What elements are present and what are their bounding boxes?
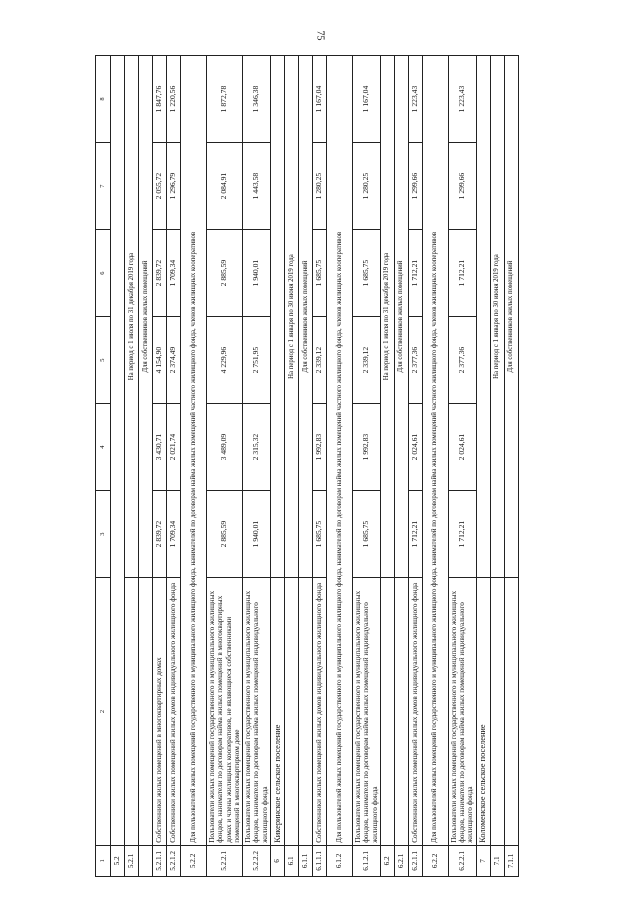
column-header: 1	[96, 845, 111, 876]
cell-value: 2 377,36	[408, 317, 422, 404]
cell-value: 1 992,83	[352, 404, 380, 491]
cell-value: 1 299,66	[408, 143, 422, 230]
tariff-table	[95, 55, 519, 877]
empty-cell	[476, 56, 490, 578]
row-label: Пользователи жилых помещений государственного и муниципального жилищных фондов, наниматели по договорам найма жилых помещений индивидуального жилищного фонда	[243, 578, 271, 846]
cell-value: 1 940,01	[243, 491, 271, 578]
row-code: 6.2.1.1	[408, 845, 422, 876]
cell-value: 1 712,21	[408, 230, 422, 317]
row-label: Собственники жилых помещений жилых домов индивидуального жилищного фонда	[312, 578, 326, 846]
empty-cell	[394, 578, 408, 846]
section-row	[139, 56, 153, 877]
row-code: 7.1	[490, 845, 504, 876]
cell-value: 1 709,34	[167, 491, 181, 578]
cell-value: 2 084,91	[207, 143, 243, 230]
column-header: 4	[96, 404, 111, 491]
row-code: 6.2.2	[422, 845, 448, 876]
cell-value: 1 346,38	[243, 56, 271, 143]
column-header: 2	[96, 578, 111, 846]
row-code: 6.1.1.1	[312, 845, 326, 876]
table-row	[153, 56, 167, 877]
settlement-title: Кикеринское сельское поселение	[270, 578, 284, 846]
table-row	[312, 56, 326, 877]
row-label: Пользователи жилых помещений государственного и муниципального жилищных фондов, наниматели по договорам найма жилых помещений в многоквартирных домах и члены жилищных кооперативов, не являющиеся собственниками помещений в многоквартирном доме	[207, 578, 243, 846]
page-number: 75	[314, 30, 326, 41]
cell-value: 4 229,96	[207, 317, 243, 404]
cell-value: 2 024,61	[408, 404, 422, 491]
cell-value: 1 280,25	[352, 143, 380, 230]
row-code: 5.2.2.2	[243, 845, 271, 876]
row-code: 6	[270, 845, 284, 876]
table-row	[352, 56, 380, 877]
category-heading: Для собственников жилых помещений	[394, 56, 408, 578]
cell-value: 2 839,72	[153, 491, 167, 578]
cell-value: 1 872,78	[207, 56, 243, 143]
row-code: 6.1.2.1	[352, 845, 380, 876]
cell-value: 1 685,75	[352, 230, 380, 317]
row-code: 7	[476, 845, 490, 876]
row-label: Собственники жилых помещений жилых домов индивидуального жилищного фонда	[408, 578, 422, 846]
cell-value: 1 847,76	[153, 56, 167, 143]
category-row-text: Для пользователей жилых помещений государственного и муниципального жилищного фонда, нанимателей по договорам найма жилых помещений частного жилищного фонда, членов жилищных кооперативов	[326, 56, 352, 846]
row-label: Пользователи жилых помещений государственного и муниципального жилищных фондов, наниматели по договорам найма жилых помещений индивидуального жилищного фонда	[352, 578, 380, 846]
table-row	[243, 56, 271, 877]
cell-value: 1 712,21	[448, 230, 476, 317]
row-label: Собственники жилых помещений в многоквартирных домах	[153, 578, 167, 846]
cell-value: 3 430,71	[153, 404, 167, 491]
section-row	[476, 56, 490, 877]
section-row	[298, 56, 312, 877]
category-row-text: Для пользователей жилых помещений государственного и муниципального жилищного фонда, нанимателей по договорам найма жилых помещений частного жилищного фонда, членов жилищных кооперативов	[181, 56, 207, 846]
row-code: 6.1.1	[298, 845, 312, 876]
empty-cell	[111, 56, 125, 846]
row-code: 6.1.2	[326, 845, 352, 876]
row-label: Собственники жилых помещений жилых домов индивидуального жилищного фонда	[167, 578, 181, 846]
row-code: 6.2.1	[394, 845, 408, 876]
empty-cell	[298, 578, 312, 846]
cell-value: 1 223,43	[448, 56, 476, 143]
row-code: 7.1.1	[504, 845, 518, 876]
period-heading: На период с 1 июля по 31 декабря 2019 года	[380, 56, 394, 578]
header-row	[96, 56, 111, 877]
column-header: 8	[96, 56, 111, 143]
section-row	[326, 56, 352, 877]
period-heading: На период с 1 января по 30 июня 2019 года	[284, 56, 298, 578]
period-heading: На период с 1 июля по 31 декабря 2019 года	[125, 56, 139, 578]
empty-cell	[380, 578, 394, 846]
category-heading: Для собственников жилых помещений	[298, 56, 312, 578]
empty-cell	[125, 578, 139, 846]
row-code: 5.2.1	[125, 845, 139, 876]
cell-value: 2 339,12	[352, 317, 380, 404]
period-heading: На период с 1 января по 30 июня 2019 года	[490, 56, 504, 578]
cell-value: 1 167,04	[312, 56, 326, 143]
category-row-text: Для пользователей жилых помещений государственного и муниципального жилищного фонда, нанимателей по договорам найма жилых помещений частного жилищного фонда, членов жилищных кооперативов	[422, 56, 448, 846]
cell-value: 1 940,01	[243, 230, 271, 317]
cell-value: 1 223,43	[408, 56, 422, 143]
row-code	[139, 845, 153, 876]
row-label: Пользователи жилых помещений государственного и муниципального жилищных фондов, наниматели по договорам найма жилых помещений индивидуального жилищного фонда	[448, 578, 476, 846]
cell-value: 1 712,21	[448, 491, 476, 578]
cell-value: 2 839,72	[153, 230, 167, 317]
row-code: 5.2.1.1	[153, 845, 167, 876]
table-row	[207, 56, 243, 877]
section-row	[125, 56, 139, 877]
cell-value: 2 374,49	[167, 317, 181, 404]
row-code: 5.2	[111, 845, 125, 876]
cell-value: 1 443,58	[243, 143, 271, 230]
category-heading: Для собственников жилых помещений	[139, 56, 153, 578]
row-code: 5.2.2.1	[207, 845, 243, 876]
tariff-table-rotated	[95, 55, 535, 877]
row-code: 5.2.2	[181, 845, 207, 876]
table-row	[167, 56, 181, 877]
cell-value: 2 024,61	[448, 404, 476, 491]
cell-value: 1 712,21	[408, 491, 422, 578]
section-row	[504, 56, 518, 877]
empty-cell	[139, 578, 153, 846]
cell-value: 2 885,59	[207, 230, 243, 317]
row-code: 5.2.1.2	[167, 845, 181, 876]
empty-cell	[504, 578, 518, 846]
cell-value: 1 685,75	[312, 230, 326, 317]
cell-value: 2 339,12	[312, 317, 326, 404]
empty-cell	[284, 578, 298, 846]
section-row	[394, 56, 408, 877]
section-row	[181, 56, 207, 877]
empty-cell	[270, 56, 284, 578]
empty-cell	[490, 578, 504, 846]
cell-value: 1 220,56	[167, 56, 181, 143]
cell-value: 2 315,32	[243, 404, 271, 491]
column-header: 6	[96, 230, 111, 317]
cell-value: 2 885,59	[207, 491, 243, 578]
table-row	[448, 56, 476, 877]
section-row	[284, 56, 298, 877]
row-code: 6.2	[380, 845, 394, 876]
cell-value: 2 055,72	[153, 143, 167, 230]
cell-value: 2 377,36	[448, 317, 476, 404]
cell-value: 2 751,95	[243, 317, 271, 404]
column-header: 5	[96, 317, 111, 404]
cell-value: 1 167,04	[352, 56, 380, 143]
section-row	[270, 56, 284, 877]
cell-value: 1 280,25	[312, 143, 326, 230]
cell-value: 1 685,75	[312, 491, 326, 578]
section-row	[422, 56, 448, 877]
cell-value: 1 296,79	[167, 143, 181, 230]
row-code: 6.1	[284, 845, 298, 876]
column-header: 7	[96, 143, 111, 230]
section-row	[490, 56, 504, 877]
cell-value: 2 021,74	[167, 404, 181, 491]
cell-value: 4 154,90	[153, 317, 167, 404]
settlement-title: Коломенское сельское поселение	[476, 578, 490, 846]
row-code: 6.2.2.1	[448, 845, 476, 876]
cell-value: 1 992,83	[312, 404, 326, 491]
section-row	[380, 56, 394, 877]
cell-value: 3 489,09	[207, 404, 243, 491]
cell-value: 1 685,75	[352, 491, 380, 578]
cell-value: 1 299,66	[448, 143, 476, 230]
cell-value: 1 709,34	[167, 230, 181, 317]
table-row	[408, 56, 422, 877]
column-header: 3	[96, 491, 111, 578]
category-heading: Для собственников жилых помещений	[504, 56, 518, 578]
section-row	[111, 56, 125, 877]
